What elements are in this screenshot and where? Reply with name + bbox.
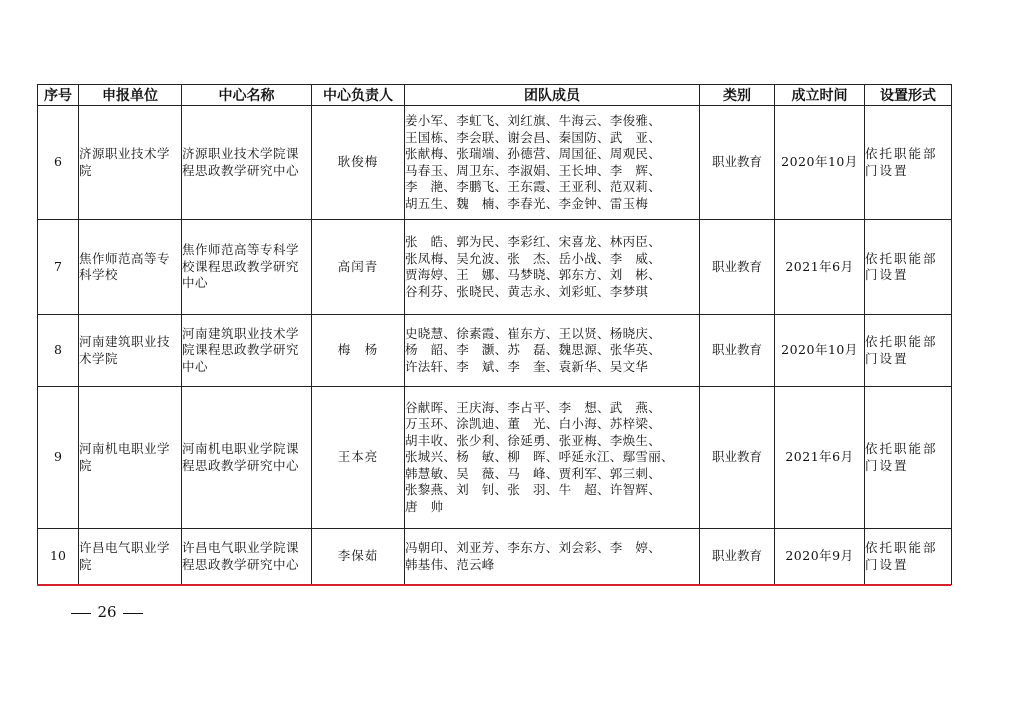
- cell-form: 依托职能部门设置: [865, 387, 952, 529]
- dash-right: [123, 613, 143, 614]
- cell-center-name: 焦作师范高等专科学校课程思政教学研究中心: [182, 220, 312, 315]
- cell-date: 2021年6月: [775, 387, 865, 529]
- cell-unit: 焦作师范高等专科学校: [79, 220, 182, 315]
- cell-leader: 梅 杨: [312, 315, 405, 387]
- member-line: 胡丰收、张少利、徐延勇、张亚梅、李焕生、: [405, 432, 662, 448]
- cell-center-name: 济源职业技术学院课程思政教学研究中心: [182, 106, 312, 220]
- cell-form: 依托职能部门设置: [865, 315, 952, 387]
- cell-members: [405, 529, 700, 585]
- member-line: 谷利芬、张晓民、黄志永、刘彩虹、李梦琪: [405, 283, 649, 299]
- member-line: 谷献晖、王庆海、李占平、李 想、武 燕、: [405, 399, 662, 415]
- page-number: [0, 603, 214, 621]
- cell-members: [405, 106, 700, 220]
- member-line: 张献梅、张瑞端、孙德营、周国征、周观民、: [405, 146, 662, 161]
- cell-category: 职业教育: [700, 315, 775, 387]
- cell-index: 9: [38, 387, 79, 529]
- cell-date: 2020年9月: [775, 529, 865, 585]
- table-row: [38, 106, 952, 220]
- member-line: 万玉环、涂凯迪、董 光、白小海、苏梓梁、: [405, 416, 662, 432]
- member-line: 唐 帅: [405, 498, 444, 514]
- cell-center-name: 河南建筑职业技术学院课程思政教学研究中心: [182, 315, 312, 387]
- cell-unit: 河南机电职业学院: [79, 387, 182, 529]
- member-line: 姜小军、李虹飞、刘红旗、牛海云、李俊雅、: [405, 113, 662, 128]
- cell-category: 职业教育: [700, 220, 775, 315]
- cell-center-name: 许昌电气职业学院课程思政教学研究中心: [182, 529, 312, 585]
- dash-left: [71, 613, 91, 614]
- member-line: 张 皓、郭为民、李彩红、宋喜龙、林丙臣、: [405, 234, 662, 249]
- header-center: 中心名称: [182, 85, 312, 106]
- cell-form: 依托职能部门设置: [865, 529, 952, 585]
- cell-center-name: 河南机电职业学院课程思政教学研究中心: [182, 387, 312, 529]
- cell-date: 2021年6月: [775, 220, 865, 315]
- cell-index: 8: [38, 315, 79, 387]
- member-line: 张黎燕、刘 钊、张 羽、牛 超、许智辉、: [405, 482, 662, 498]
- table-row: [38, 315, 952, 387]
- member-line: 胡五生、魏 楠、李春光、李金钟、雷玉梅: [405, 195, 649, 211]
- header-members: 团队成员: [405, 85, 700, 106]
- member-line: 韩基伟、范云峰: [405, 556, 495, 572]
- centers-table: [37, 84, 952, 585]
- cell-category: 职业教育: [700, 387, 775, 529]
- header-leader: 中心负责人: [312, 85, 405, 106]
- cell-leader: 高闰青: [312, 220, 405, 315]
- table-row: [38, 529, 952, 585]
- header-index: 序号: [38, 85, 79, 106]
- header-date: 成立时间: [775, 85, 865, 106]
- cell-index: 7: [38, 220, 79, 315]
- member-line: 张凤梅、吴允波、张 杰、岳小战、李 威、: [405, 250, 662, 266]
- cell-unit: 许昌电气职业学院: [79, 529, 182, 585]
- cell-members: [405, 220, 700, 315]
- member-line: 杨 韶、李 灏、苏 磊、魏思源、张华英、: [405, 342, 662, 358]
- cell-index: 10: [38, 529, 79, 585]
- header-category: 类别: [700, 85, 775, 106]
- cell-members: [405, 315, 700, 387]
- cell-category: 职业教育: [700, 106, 775, 220]
- table-row: [38, 387, 952, 529]
- table-body: [38, 106, 952, 585]
- member-line: 王国栋、李会联、谢会昌、秦国防、武 亚、: [405, 129, 662, 145]
- member-line: 贾海婷、王 娜、马梦晓、郭东方、刘 彬、: [405, 267, 662, 282]
- cell-leader: 王本亮: [312, 387, 405, 529]
- header-unit: 申报单位: [79, 85, 182, 106]
- cell-members: [405, 387, 700, 529]
- member-line: 史晓慧、徐素霞、崔东方、王以贤、杨晓庆、: [405, 325, 662, 341]
- cell-unit: 济源职业技术学院: [79, 106, 182, 220]
- cell-form: 依托职能部门设置: [865, 106, 952, 220]
- cell-date: 2020年10月: [775, 106, 865, 220]
- page-number-value: 26: [97, 603, 117, 621]
- member-line: 许法轩、李 斌、李 奎、袁新华、吴文华: [405, 358, 649, 374]
- cell-category: 职业教育: [700, 529, 775, 585]
- header-row: [38, 85, 952, 106]
- table-row: [38, 220, 952, 315]
- member-line: 冯朝印、刘亚芳、李东方、刘会彩、李 婷、: [405, 540, 662, 555]
- member-line: 韩慧敏、吴 薇、马 峰、贾利军、郭三刺、: [405, 465, 662, 481]
- cell-leader: 李保茹: [312, 529, 405, 585]
- cell-index: 6: [38, 106, 79, 220]
- cell-date: 2020年10月: [775, 315, 865, 387]
- bottom-red-rule: [37, 584, 951, 586]
- cell-form: 依托职能部门设置: [865, 220, 952, 315]
- member-line: 马春玉、周卫东、李淑娟、王长坤、李 辉、: [405, 162, 662, 178]
- header-form: 设置形式: [865, 85, 952, 106]
- member-line: 李 滟、李鹏飞、王东霞、王亚利、范双莉、: [405, 179, 662, 194]
- cell-leader: 耿俊梅: [312, 106, 405, 220]
- member-line: 张城兴、杨 敏、柳 晖、呼延永江、鄢雪丽、: [405, 449, 674, 465]
- cell-unit: 河南建筑职业技术学院: [79, 315, 182, 387]
